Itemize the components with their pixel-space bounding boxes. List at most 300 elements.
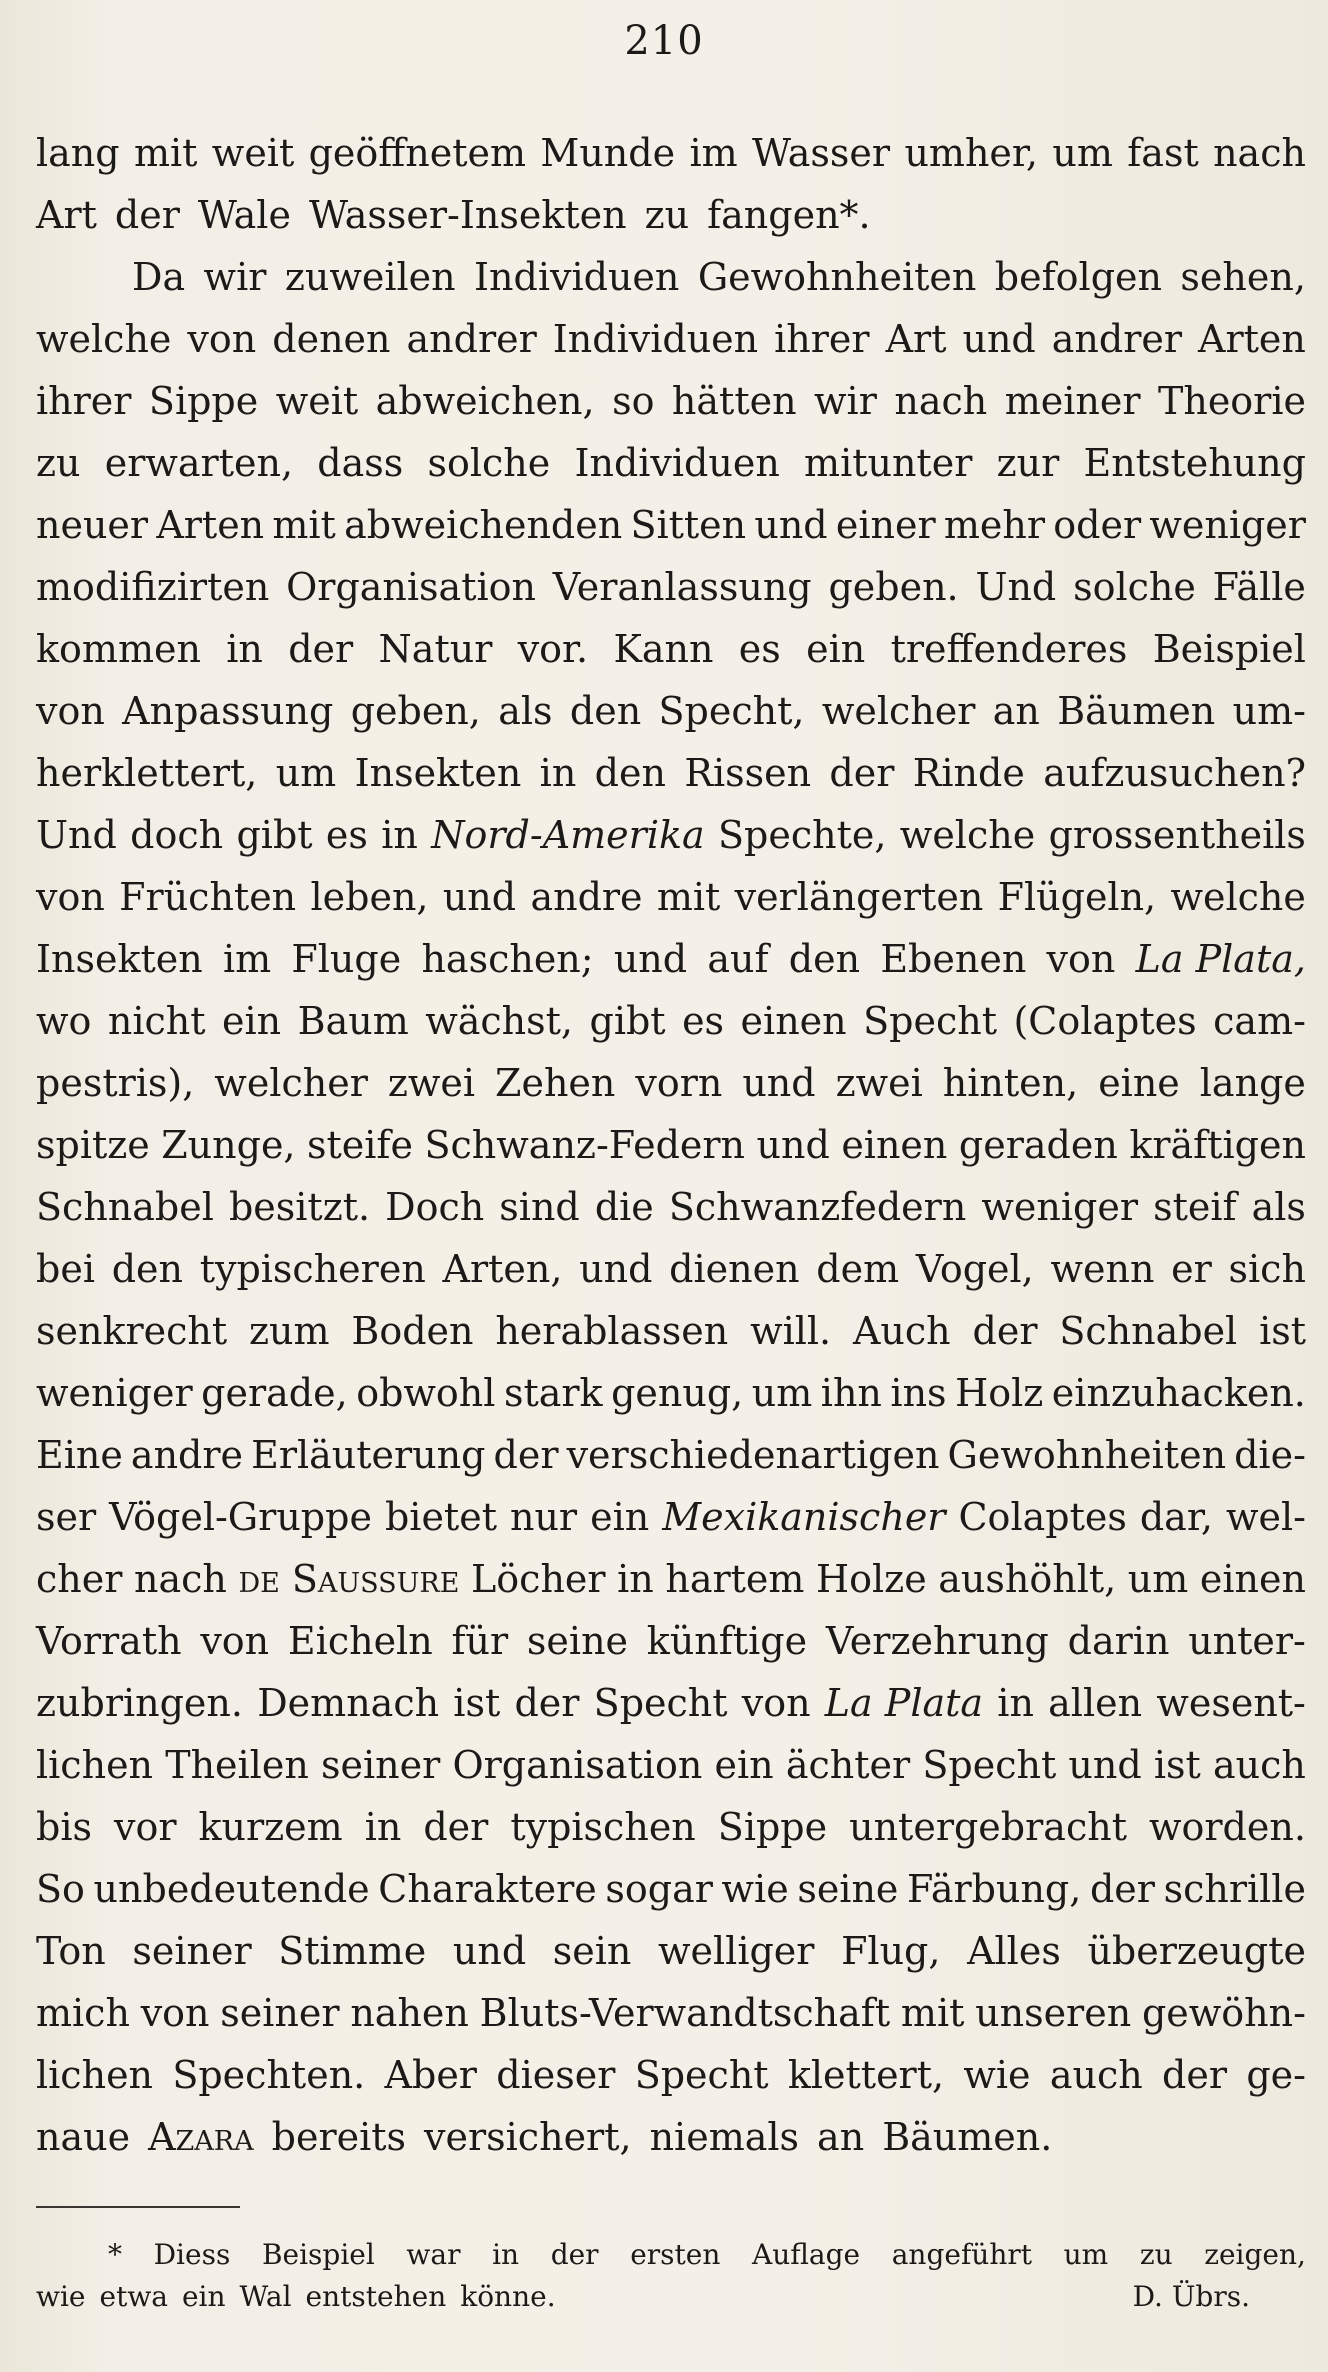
word: wie	[721, 1867, 789, 1911]
word: weniger	[981, 1185, 1138, 1229]
word: lang	[36, 131, 120, 175]
word: Anpassung	[122, 689, 334, 733]
footnote-word: der	[550, 2238, 599, 2271]
word: wesent-	[1156, 1681, 1306, 1725]
word: mitunter	[804, 441, 973, 485]
footnote-line	[36, 2234, 1306, 2276]
word: cher	[36, 1557, 123, 1601]
word: obwohl	[356, 1371, 496, 1415]
word: Veranlassung	[552, 565, 812, 609]
text-line	[36, 556, 1306, 618]
text-line	[36, 1796, 1306, 1858]
word: vor.	[517, 627, 589, 671]
word: einer	[835, 503, 936, 547]
word: einen	[740, 999, 847, 1043]
word: seiner	[132, 1929, 252, 1973]
word: um	[275, 751, 337, 795]
word: lichen	[36, 1743, 154, 1787]
word: leben,	[310, 875, 429, 919]
word: sehen,	[1180, 255, 1306, 299]
text-line	[36, 1486, 1306, 1548]
footnote-text	[36, 2276, 556, 2318]
word: bei	[36, 1247, 95, 1291]
word: den	[569, 689, 642, 733]
word: Individuen	[552, 317, 759, 361]
word: abweichenden	[344, 503, 623, 547]
word: senkrecht	[36, 1309, 228, 1353]
word: Organisation	[452, 1743, 703, 1787]
word: von	[140, 1991, 210, 2035]
footnote-word: wie	[36, 2280, 86, 2313]
word: typischen	[510, 1805, 696, 1849]
word: andrer	[406, 317, 537, 361]
word: Mexikanischer	[662, 1495, 946, 1539]
word: andre	[130, 1433, 244, 1477]
word: ser	[36, 1495, 97, 1539]
word: vor	[113, 1805, 177, 1849]
word: Individuen	[474, 255, 680, 299]
word: grossentheils	[1048, 813, 1306, 857]
word: weit	[275, 379, 359, 423]
text-line	[36, 866, 1306, 928]
footnote-word: zu	[1139, 2238, 1173, 2271]
word: modifizirten	[36, 565, 270, 609]
word: gibt	[236, 813, 313, 857]
word: und	[579, 1247, 653, 1291]
text-line	[36, 370, 1306, 432]
word: Arten,	[442, 1247, 563, 1291]
word: um	[1052, 131, 1113, 175]
word: Beispiel	[1152, 627, 1306, 671]
word: oder	[1053, 503, 1142, 547]
footnote-word: Diess	[153, 2238, 231, 2271]
word: ein	[714, 1743, 774, 1787]
word: (Colaptes	[1013, 999, 1197, 1043]
word: in	[539, 751, 577, 795]
word: darin	[1067, 1619, 1170, 1663]
word: gewöhn-	[1141, 1991, 1306, 2035]
word: nach	[133, 1557, 227, 1601]
word: und	[742, 1061, 816, 1105]
word: so	[612, 379, 655, 423]
word: umher,	[904, 131, 1038, 175]
word: die-	[1234, 1433, 1306, 1477]
word: ächter	[785, 1743, 911, 1787]
word: doch	[130, 813, 224, 857]
word: Vögel-Gruppe	[109, 1495, 372, 1539]
word: So	[36, 1867, 85, 1911]
word: Auch	[852, 1309, 951, 1353]
word: mit	[133, 131, 198, 175]
word: andrer	[1051, 317, 1183, 361]
word: zwei	[387, 1061, 476, 1105]
word: Verzehrung	[825, 1619, 1049, 1663]
word: Arten	[156, 503, 265, 547]
word: einen	[1199, 1557, 1306, 1601]
word: hinten,	[942, 1061, 1079, 1105]
word: Natur	[378, 627, 493, 671]
word: Nord-Amerika	[431, 813, 705, 857]
word: Individuen	[574, 441, 780, 485]
word: steife	[307, 1123, 413, 1167]
word: spitze	[36, 1123, 150, 1167]
word: dass	[317, 441, 404, 485]
word: Sippe	[148, 379, 259, 423]
word: Alles	[967, 1929, 1061, 1973]
word: genug,	[611, 1371, 744, 1415]
word: es	[325, 813, 368, 857]
text-line	[36, 246, 1306, 308]
word: Gewohnheiten	[697, 255, 977, 299]
word: gerade,	[201, 1371, 348, 1415]
word: denen	[272, 317, 391, 361]
word: auch	[1213, 1743, 1306, 1787]
word: und	[1068, 1743, 1142, 1787]
text-line	[36, 494, 1306, 556]
footnote-signature: D. Übrs.	[1132, 2280, 1250, 2313]
footnote-word: angeführt	[891, 2238, 1033, 2271]
word: in	[226, 627, 263, 671]
word: worden.	[1148, 1805, 1306, 1849]
text-line	[36, 1424, 1306, 1486]
word: Fälle	[1212, 565, 1306, 609]
word: welche	[899, 813, 1036, 857]
word: Vorrath	[36, 1619, 182, 1663]
word: geben,	[350, 689, 481, 733]
word: welche	[1170, 875, 1306, 919]
word: Wasser	[752, 131, 891, 175]
word: wächst,	[425, 999, 574, 1043]
word: Boden	[351, 1309, 474, 1353]
word: unbedeutende	[93, 1867, 370, 1911]
word: versichert,	[424, 2115, 632, 2159]
word: Bluts-Verwandtschaft	[479, 1991, 891, 2035]
text-line	[36, 1114, 1306, 1176]
word: zur	[996, 441, 1060, 485]
word: niemals	[649, 2115, 800, 2159]
text-line	[36, 1982, 1306, 2044]
word: fast	[1127, 131, 1199, 175]
word: von	[1046, 937, 1116, 981]
footnote-word: etwa	[99, 2280, 168, 2313]
word: der	[1089, 1867, 1155, 1911]
word: kurzem	[198, 1805, 343, 1849]
word: abweichen,	[375, 379, 595, 423]
word: den	[788, 937, 861, 981]
text-line	[36, 122, 1306, 184]
footnote-line	[36, 2276, 1306, 2318]
word: auch	[1049, 2053, 1143, 2097]
word: kräftigen	[1129, 1123, 1306, 1167]
footnote-separator	[36, 2206, 240, 2208]
word: an	[817, 2115, 865, 2159]
word: Holz	[955, 1371, 1044, 1415]
word: um-	[1232, 689, 1306, 733]
word: zu	[644, 193, 690, 237]
word: ihrer	[774, 317, 870, 361]
word: Theorie	[1158, 379, 1306, 423]
word: ein	[806, 627, 866, 671]
word: dieser	[496, 2053, 616, 2097]
word: wo	[36, 999, 92, 1043]
word: Kann	[613, 627, 714, 671]
word: als	[1251, 1185, 1306, 1229]
word: pestris),	[36, 1061, 195, 1105]
word: ins	[890, 1371, 947, 1415]
word: der	[1162, 2053, 1228, 2097]
word: Insekten	[354, 751, 522, 795]
word: bis	[36, 1805, 92, 1849]
text-line	[36, 1548, 1306, 1610]
word: Erläuterung	[251, 1433, 486, 1477]
word: weniger	[36, 1371, 193, 1415]
word: geraden	[958, 1123, 1118, 1167]
word: und	[452, 1929, 527, 1973]
word: der	[972, 1309, 1038, 1353]
text-line	[36, 2044, 1306, 2106]
word: Fluge	[291, 937, 402, 981]
text-line	[36, 1672, 1306, 1734]
word: von	[36, 875, 105, 919]
word: zum	[249, 1309, 330, 1353]
word: erwarten,	[104, 441, 294, 485]
word: Gewohnheiten	[947, 1433, 1227, 1477]
word: Azara	[148, 2115, 254, 2159]
word: es	[682, 999, 725, 1043]
word: den	[111, 1247, 183, 1291]
text-line	[36, 1920, 1306, 1982]
word: der	[514, 1681, 580, 1725]
word: sein	[552, 1929, 632, 1973]
footnote	[36, 2234, 1306, 2318]
word: wel-	[1225, 1495, 1306, 1539]
word: seine	[797, 1867, 899, 1911]
word: und	[756, 1123, 830, 1167]
text-line	[36, 990, 1306, 1052]
word: bietet	[384, 1495, 497, 1539]
word: Ton	[36, 1929, 106, 1973]
page-number: 210	[624, 18, 704, 64]
word: von	[741, 1681, 811, 1725]
word: die	[594, 1185, 654, 1229]
word: stark	[503, 1371, 603, 1415]
footnote-word: Beispiel	[261, 2238, 375, 2271]
word: unter-	[1188, 1619, 1306, 1663]
footnote-word: Auflage	[751, 2238, 861, 2271]
word: sind	[499, 1185, 580, 1229]
word: Stimme	[278, 1929, 427, 1973]
word: Specht	[922, 1743, 1057, 1787]
footnote-word: war	[406, 2238, 461, 2271]
word: ihn	[820, 1371, 882, 1415]
word: aufzusuchen?	[1043, 751, 1306, 795]
text-line	[36, 742, 1306, 804]
word: um	[751, 1371, 813, 1415]
text-line	[36, 1734, 1306, 1796]
word: ihrer	[36, 379, 132, 423]
word: hätten	[671, 379, 797, 423]
word: Rinde	[912, 751, 1025, 795]
word: ein	[222, 999, 282, 1043]
text-line	[36, 184, 1306, 246]
word: allen	[1048, 1681, 1143, 1725]
word: Sitten	[630, 503, 747, 547]
word: Insekten	[36, 937, 203, 981]
word: Färbung,	[907, 1867, 1082, 1911]
word: auf	[707, 937, 769, 981]
word: seiner	[320, 1743, 441, 1787]
footnote-word: um	[1063, 2238, 1109, 2271]
word: seiner	[220, 1991, 340, 2035]
text-line	[36, 928, 1306, 990]
word: sogar	[605, 1867, 713, 1911]
word: ge-	[1246, 2053, 1306, 2097]
word: im	[222, 937, 272, 981]
word: Eicheln	[287, 1619, 433, 1663]
word: zwei	[835, 1061, 923, 1105]
word: nach	[894, 379, 988, 423]
text-line	[36, 2106, 1306, 2168]
word: welche	[36, 317, 172, 361]
word: treffenderes	[890, 627, 1128, 671]
word: klettert,	[787, 2053, 945, 2097]
word: einzuhacken.	[1051, 1371, 1306, 1415]
word: sich	[1228, 1247, 1306, 1291]
word: geben.	[828, 565, 959, 609]
footnote-word: zeigen,	[1204, 2238, 1306, 2271]
text-line	[36, 1176, 1306, 1238]
word: welliger	[658, 1929, 815, 1973]
text-line	[36, 1238, 1306, 1300]
word: Colaptes	[958, 1495, 1127, 1539]
word: mit	[900, 1991, 965, 2035]
word: Holze	[816, 1557, 927, 1601]
text-line	[36, 1052, 1306, 1114]
word: von	[200, 1619, 270, 1663]
word: schrille	[1163, 1867, 1306, 1911]
word: zuweilen	[284, 255, 456, 299]
word: künftige	[646, 1619, 808, 1663]
word: eine	[1098, 1061, 1180, 1105]
word: ist	[453, 1681, 501, 1725]
word: im	[689, 131, 738, 175]
word: vorn	[635, 1061, 723, 1105]
word: es	[738, 627, 781, 671]
text-line	[36, 1610, 1306, 1672]
word: der	[114, 193, 180, 237]
word: und	[962, 317, 1036, 361]
word: haschen;	[421, 937, 594, 981]
text-line	[36, 1858, 1306, 1920]
word: Sippe	[717, 1805, 828, 1849]
word: herablassen	[495, 1309, 729, 1353]
word: nur	[509, 1495, 578, 1539]
word: meiner	[1004, 379, 1141, 423]
footnote-word: *	[108, 2238, 122, 2271]
word: er	[1171, 1247, 1212, 1291]
word: seine	[526, 1619, 629, 1663]
word: mit	[656, 875, 721, 919]
word: zubringen.	[36, 1681, 243, 1725]
word: hartem	[665, 1557, 805, 1601]
word: an	[992, 689, 1040, 733]
word: von	[187, 317, 257, 361]
word: und	[613, 937, 688, 981]
word: besitzt.	[228, 1185, 371, 1229]
text-line	[36, 1362, 1306, 1424]
word: La Plata	[824, 1681, 984, 1725]
word: Vogel,	[915, 1247, 1034, 1291]
word: dar,	[1139, 1495, 1213, 1539]
word: neuer	[36, 503, 149, 547]
text-line	[36, 804, 1306, 866]
word: Zunge,	[161, 1123, 296, 1167]
word: Bäumen.	[882, 2115, 1053, 2159]
word: Ebenen	[880, 937, 1027, 981]
word: ist	[1259, 1309, 1306, 1353]
word: Wasser-Insekten	[308, 193, 627, 237]
word: befolgen	[994, 255, 1162, 299]
word: in	[381, 813, 418, 857]
word: typischeren	[199, 1247, 426, 1291]
word: Eine	[36, 1433, 123, 1477]
word: Früchten	[119, 875, 297, 919]
word: unseren	[975, 1991, 1132, 2035]
word: Und	[975, 565, 1057, 609]
word: Demnach	[257, 1681, 440, 1725]
word: in	[364, 1805, 402, 1849]
word: untergebracht	[849, 1805, 1127, 1849]
word: wie	[963, 2053, 1031, 2097]
word: will.	[750, 1309, 832, 1353]
word: mehr	[943, 503, 1046, 547]
text-line	[36, 1300, 1306, 1362]
word: de Saussure	[238, 1557, 460, 1601]
word: mit	[272, 503, 336, 547]
word: in	[617, 1557, 654, 1601]
word: in	[997, 1681, 1034, 1725]
word: Munde	[540, 131, 676, 175]
word: Schnabel	[1059, 1309, 1238, 1353]
word: nahen	[350, 1991, 469, 2035]
word: geöffnetem	[308, 131, 527, 175]
word: Entstehung	[1083, 441, 1306, 485]
body-text	[36, 122, 1306, 2168]
word: Doch	[385, 1185, 485, 1229]
word: lichen	[36, 2053, 154, 2097]
word: solche	[1073, 565, 1196, 609]
word: dienen	[669, 1247, 800, 1291]
word: Art	[885, 317, 947, 361]
word: weniger	[1149, 503, 1306, 547]
word: bereits	[271, 2115, 407, 2159]
text-line	[36, 308, 1306, 370]
word: Art	[36, 193, 97, 237]
word: als	[498, 689, 553, 733]
footnote-word: entstehen	[305, 2280, 447, 2313]
word: und	[754, 503, 828, 547]
word: Schwanzfedern	[668, 1185, 967, 1229]
word: nicht	[107, 999, 206, 1043]
word: kommen	[36, 627, 201, 671]
word: Theilen	[165, 1743, 309, 1787]
word: herklettert,	[36, 751, 258, 795]
word: andre	[530, 875, 643, 919]
word: Bäumen	[1057, 689, 1216, 733]
word: Schwanz-Federn	[424, 1123, 746, 1167]
word: naue	[36, 2115, 131, 2159]
word: cam-	[1213, 999, 1306, 1043]
